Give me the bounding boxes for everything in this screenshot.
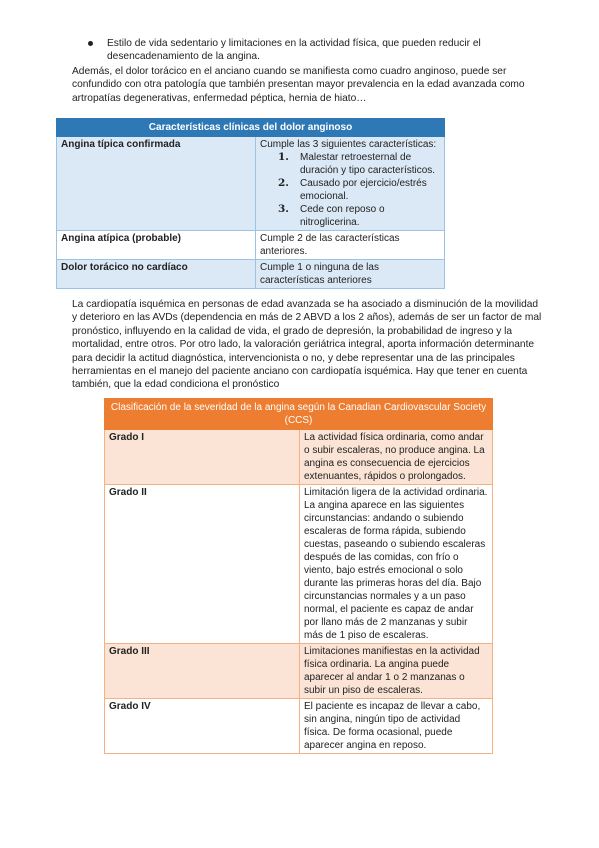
table1-header: Características clínicas del dolor anginoso <box>57 119 445 137</box>
table2-grade: Grado III <box>105 644 300 699</box>
list-item <box>260 177 440 203</box>
table2-cell: Limitación ligera de la actividad ordinaria. La angina aparece en las siguientes circunstancias: andando o subiendo escaleras de forma rápida, subiendo cuestas, paseando o subiendo escaleras después de las comidas, con frío o viento, bajo estrés emocional o solo durante las primeras horas del día. Bajo circunstancias normales y a un paso normal, el paciente es capaz de andar por llano más de 2 manzanas y subir más de 1 piso de escaleras. <box>300 485 493 644</box>
table1-cell: Cumple 2 de las características anteriores. <box>256 231 445 260</box>
table1-cell: Cumple 1 o ninguna de las características anteriores <box>256 260 445 289</box>
list-number: 1. <box>278 151 289 163</box>
table2-cell: El paciente es incapaz de llevar a cabo, sin angina, ningún tipo de actividad física. De forma ocasional, puede aparecer angina en reposo. <box>300 699 493 754</box>
bullet-dot-icon <box>88 41 93 46</box>
table1-header-row <box>57 119 445 137</box>
list-number: 2. <box>278 177 289 189</box>
table1-criteria-list <box>260 151 440 229</box>
table-row <box>57 260 445 289</box>
table1-label: Angina atípica (probable) <box>57 231 256 260</box>
table1-label: Dolor torácico no cardíaco <box>57 260 256 289</box>
list-number: 3. <box>278 203 289 215</box>
list-item <box>260 203 440 229</box>
table-row <box>57 137 445 231</box>
table-row <box>105 430 493 485</box>
table-row <box>57 231 445 260</box>
list-text: Malestar retroesternal de duración y tipo característicos. <box>300 152 436 176</box>
table2-cell: Limitaciones manifiestas en la actividad física ordinaria. La angina puede aparecer al andar 1 o 2 manzanas o subir un piso de escaleras. <box>300 644 493 699</box>
list-item <box>260 151 440 177</box>
table2-grade: Grado IV <box>105 699 300 754</box>
table2-cell: La actividad física ordinaria, como andar o subir escaleras, no produce angina. La angina es consecuencia de ejercicios extenuantes, rápidos o prolongados. <box>300 430 493 485</box>
table1-cell <box>256 137 445 231</box>
table-row <box>105 699 493 754</box>
bullet-text: Estilo de vida sedentario y limitaciones en la actividad física, que pueden reducir el desencadenamiento de la angina. <box>107 38 481 63</box>
table1-label: Angina típica confirmada <box>57 137 256 231</box>
table-row <box>105 485 493 644</box>
table2-grade: Grado II <box>105 485 300 644</box>
table-clasificacion-ccs <box>104 398 493 754</box>
list-text: Causado por ejercicio/estrés emocional. <box>300 178 427 202</box>
table2-grade: Grado I <box>105 430 300 485</box>
paragraph-cardiopatia: La cardiopatía isquémica en personas de edad avanzada se ha asociado a disminución de la movilidad y deterioro en las AVDs (dependencia en más de 2 ABVD a los 2 años), además de ser un factor de mal pronóstico, influyendo en la calidad de vida, el grado de depresión, la probabilidad de ingreso y la mortalidad, entre otros. Por otro lado, la valoración geriátrica integral, aporta información determinante para decidir la actitud diagnóstica, intervencionista o no, y debe representar una de las principales herramientas en el manejo del paciente anciano con cardiopatía isquémica. Hay que tener en cuenta también, que la edad condiciona el pronóstico <box>72 299 542 391</box>
table-row <box>105 644 493 699</box>
table-caracteristicas-clinicas <box>56 118 445 289</box>
table2-header-row <box>105 399 493 430</box>
table1-intro: Cumple las 3 siguientes características: <box>260 139 437 150</box>
list-text: Cede con reposo o nitroglicerina. <box>300 204 385 228</box>
bullet-item <box>88 37 528 64</box>
paragraph-dolor-toracico: Además, el dolor torácico en el anciano cuando se manifiesta como cuadro anginoso, puede ser confundido con otra patología que también presentan mayor prevalencia en la edad avanzada como artropatías degenerativas, enfermedad péptica, hernia de hiato… <box>72 66 525 104</box>
table2-header: Clasificación de la severidad de la angina según la Canadian Cardiovascular Society (CCS) <box>105 399 493 430</box>
